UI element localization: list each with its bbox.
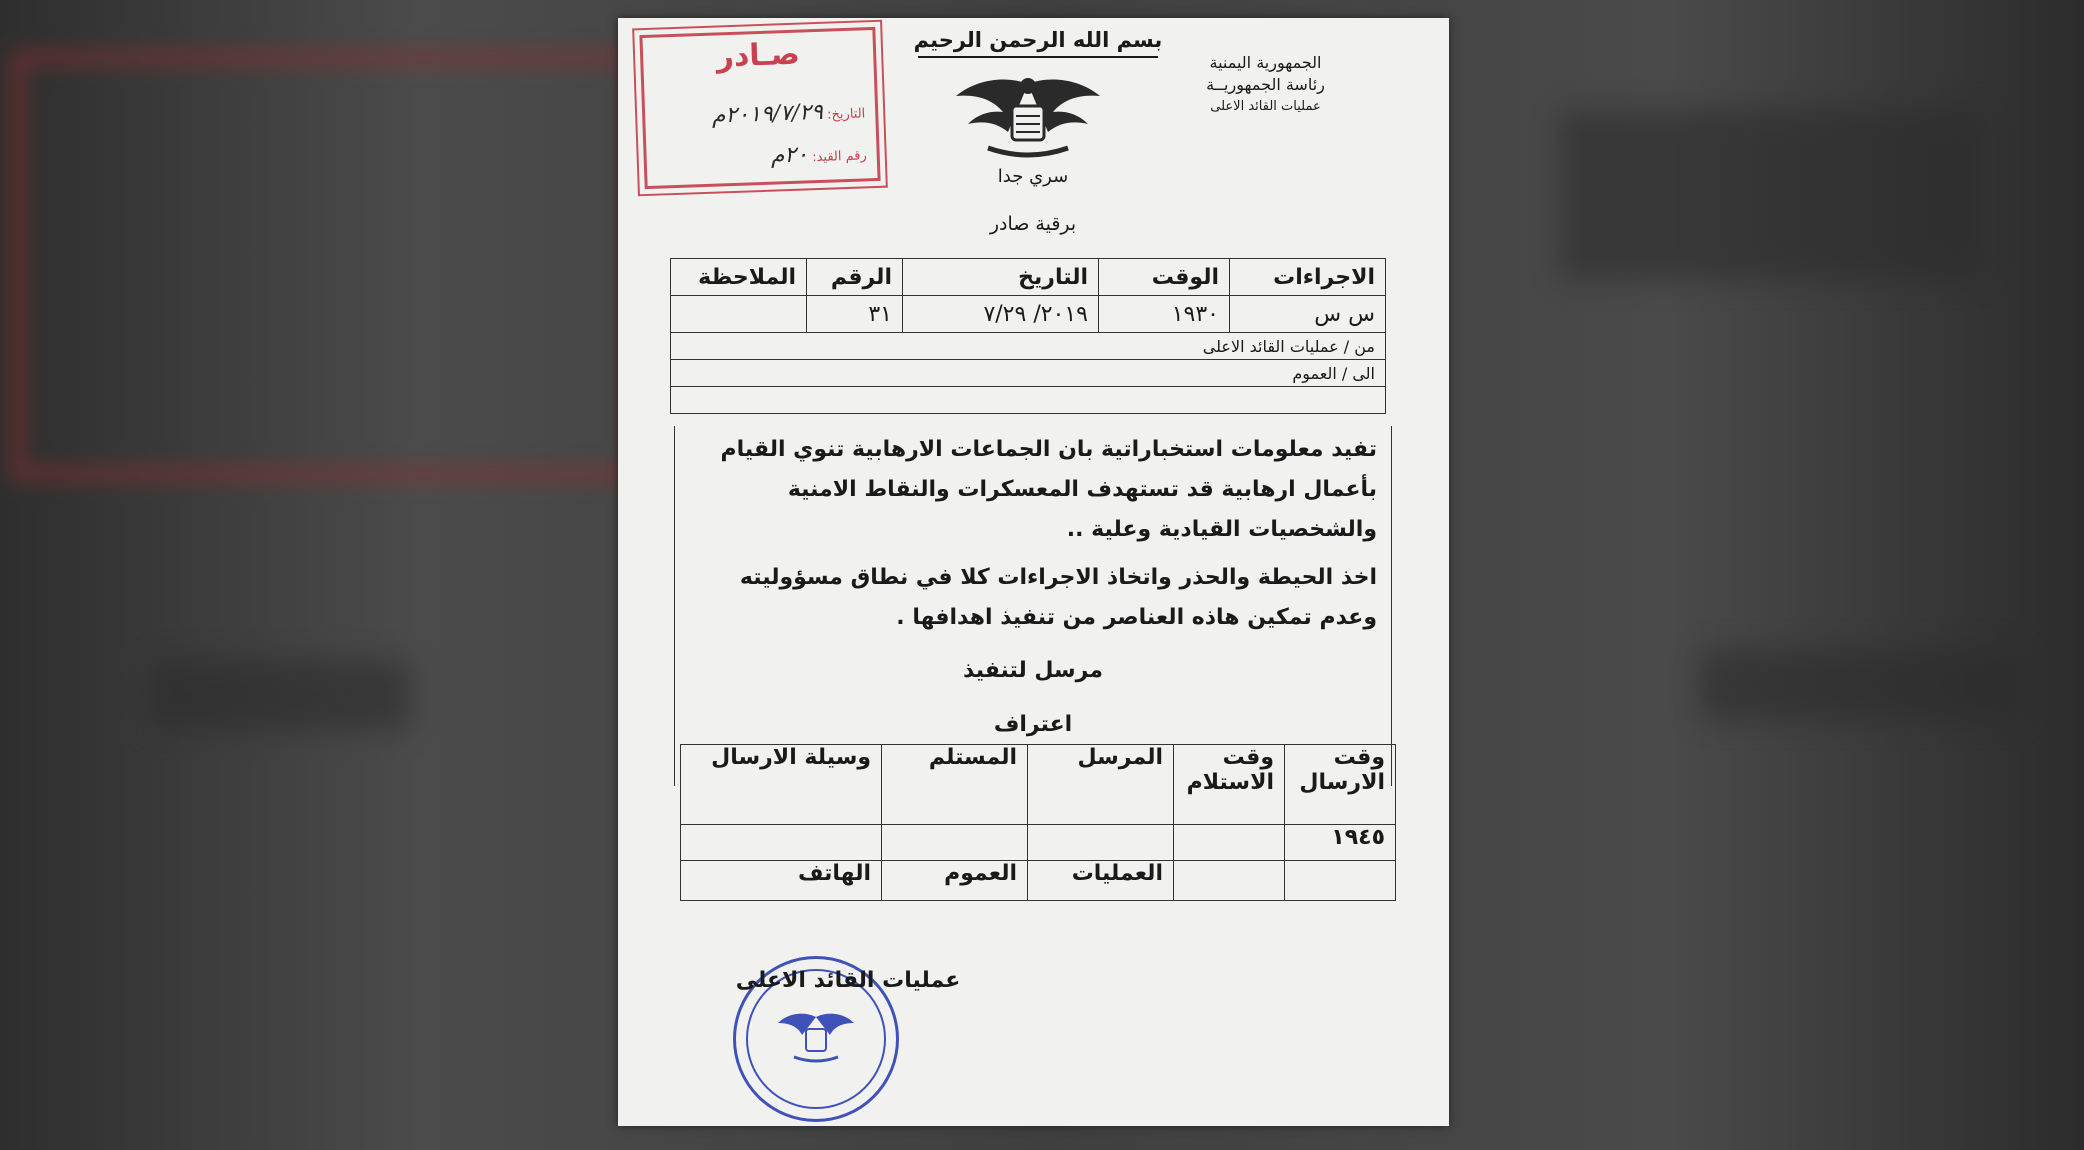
to-row (671, 360, 1386, 387)
ack-header-cell: المستلم (882, 745, 1028, 825)
acknowledgement-table (680, 744, 1396, 901)
table-row (681, 825, 1396, 861)
receive-time-cell (1174, 861, 1285, 901)
ack-header-cell: المرسل (1028, 745, 1174, 825)
method-cell: الهاتف (681, 861, 882, 901)
blank-cell (671, 387, 1386, 414)
message-header-table (670, 258, 1386, 414)
blurred-block (1560, 110, 1980, 280)
header-cell: التاريخ (903, 259, 1099, 296)
send-time-cell: ١٩٤٥ (1285, 825, 1396, 861)
sender-cell: العمليات (1028, 861, 1174, 901)
issuer-heading (1138, 52, 1393, 118)
stamp-date-value: ٢٠١٩/٧/٢٩م (711, 99, 824, 129)
header-cell: الوقت (1099, 259, 1230, 296)
ack-header-cell: وقت الاستلام (1174, 745, 1285, 825)
acknowledgement-heading: اعتراف (993, 712, 1073, 737)
eagle-emblem-icon (948, 66, 1108, 166)
from-row (671, 333, 1386, 360)
classification: سري جدا (997, 166, 1069, 187)
from-cell: من / عمليات القائد الاعلى (671, 333, 1386, 360)
issuer-line-3: عمليات القائد الاعلى (1210, 99, 1321, 114)
stamp-reg-label: رقم القيد: (811, 148, 867, 166)
message-body (674, 426, 1392, 786)
signature-label: عمليات القائد الاعلى (735, 968, 961, 993)
blank-row (671, 387, 1386, 414)
stamp-reg-row (656, 140, 867, 172)
recipient-cell: العموم (882, 861, 1028, 901)
procedures-cell: س س (1230, 296, 1386, 333)
issuer-line-1: الجمهورية اليمنية (1209, 53, 1322, 72)
blurred-block (150, 660, 410, 730)
body-paragraph-1: تفيد معلومات استخباراتية بان الجماعات الارهابية تنوي القيام بأعمال ارهابية قد تستهدف المعسكرات والنقاط الامنية والشخصيات القيادية وعلية .. (720, 437, 1377, 542)
date-cell: ٢٠١٩/ ٧/٢٩ (903, 296, 1099, 333)
header-cell: الملاحظة (671, 259, 807, 296)
header-cell: الاجراءات (1230, 259, 1386, 296)
blurred-block (1700, 650, 2020, 720)
ack-header-cell: وسيلة الارسال (681, 745, 882, 825)
stamp-date-row (655, 98, 866, 130)
stamp-reg-value: ٢٠م (770, 142, 809, 169)
table-row (671, 296, 1386, 333)
dispatch-note: مرسل لتنفيذ (963, 658, 1103, 683)
note-cell (671, 296, 807, 333)
telegram-document (618, 18, 1449, 1126)
stamp-title: صـادر (715, 36, 801, 75)
table-row (681, 861, 1396, 901)
ack-header-row (681, 745, 1396, 825)
basmala-underline (918, 56, 1158, 58)
header-cell: الرقم (807, 259, 903, 296)
issuer-line-2: رئاسة الجمهوريــة (1206, 75, 1325, 94)
to-cell: الى / العموم (671, 360, 1386, 387)
body-paragraph-2: اخذ الحيطة والحذر واتخاذ الاجراءات كلا في نطاق مسؤوليته وعدم تمكين هاذه العناصر من تنفيذ اهدافها . (739, 565, 1377, 630)
ack-header-cell: وقت الارسال (1285, 745, 1396, 825)
stamp-date-label: التاريخ: (826, 106, 866, 123)
recipient-cell (882, 825, 1028, 861)
method-cell (681, 825, 882, 861)
table-header-row (671, 259, 1386, 296)
time-cell: ١٩٣٠ (1099, 296, 1230, 333)
document-type: برقية صادر (989, 213, 1077, 235)
receive-time-cell (1174, 825, 1285, 861)
blurred-stamp-reflection (10, 50, 642, 482)
send-time-cell (1285, 861, 1396, 901)
sender-cell (1028, 825, 1174, 861)
basmala: بسم الله الرحمن الرحيم (913, 28, 1163, 52)
number-cell: ٣١ (807, 296, 903, 333)
outgoing-stamp (639, 27, 880, 189)
